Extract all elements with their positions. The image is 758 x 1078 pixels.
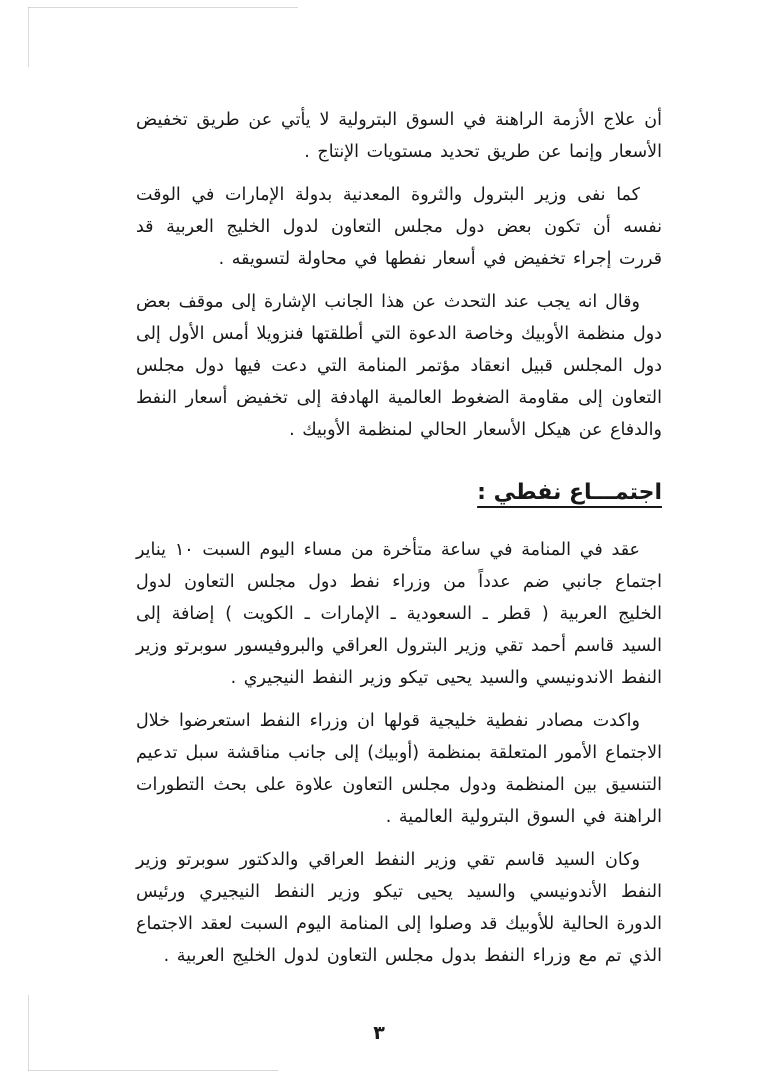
paragraph-manama-meeting: عقد في المنامة في ساعة متأخرة من مساء اليوم السبت ١٠ يناير اجتماع جانبي ضم عدداً من وزراء نفط دول مجلس التعاون لدول الخليج العربية ( قطر ـ السعودية ـ الإمارات ـ الكويت ) إضافة إلى السيد قاسم أحمد تقي وزير البترول العراقي والبروفيسور سوبرتو وزير النفط الاندونيسي والسيد يحيى تيكو وزير النفط النيجيري . (136, 540, 662, 688)
body-text (136, 104, 662, 983)
paragraph-crisis-remedy: أن علاج الأزمة الراهنة في السوق البترولية لا يأتي عن طريق تخفيض الأسعار وإنما عن طريق تحديد مستويات الإنتاج . (136, 110, 662, 162)
scan-artifact-bottom (28, 1070, 278, 1071)
section-heading-text: اجتمـــاع نفطي : (477, 480, 662, 505)
scan-artifact-top (28, 7, 298, 8)
paragraph-ministers-arrival: وكان السيد قاسم تقي وزير النفط العراقي والدكتور سوبرتو وزير النفط الأندونيسي والسيد يحيى تيكو وزير النفط النيجيري ورئيس الدورة الحالية للأوبيك قد وصلوا إلى المنامة اليوم السبت لعقد الاجتماع الذي تم مع وزراء النفط بدول مجلس التعاون لدول الخليج العربية . (136, 850, 662, 966)
section-heading (136, 476, 662, 510)
paragraph-opec-position: وقال انه يجب عند التحدث عن هذا الجانب الإشارة إلى موقف بعض دول منظمة الأوبيك وخاصة الدعوة التي أطلقتها فنزويلا أمس الأول إلى دول المجلس قبيل انعقاد مؤتمر المنامة التي دعت فيها دول مجلس التعاون إلى مقاومة الضغوط العالمية الهادفة إلى تخفيض أسعار النفط والدفاع عن هيكل الأسعار الحالي لمنظمة الأوبيك . (136, 292, 662, 440)
paragraph-gulf-sources: واكدت مصادر نفطية خليجية قولها ان وزراء النفط استعرضوا خلال الاجتماع الأمور المتعلقة بمنظمة (أوبيك) إلى جانب مناقشة سبل تدعيم التنسيق بين المنظمة ودول مجلس التعاون علاوة على بحث التطورات الراهنة في السوق البترولية العالمية . (136, 711, 662, 827)
scan-artifact-left-top (28, 7, 29, 67)
paragraph-minister-denial: كما نفى وزير البترول والثروة المعدنية بدولة الإمارات في الوقت نفسه أن تكون بعض دول مجلس التعاون لدول الخليج العربية قد قررت إجراء تخفيض في أسعار نفطها في محاولة لتسويقه . (136, 185, 662, 269)
page-number: ٣ (373, 1022, 385, 1044)
